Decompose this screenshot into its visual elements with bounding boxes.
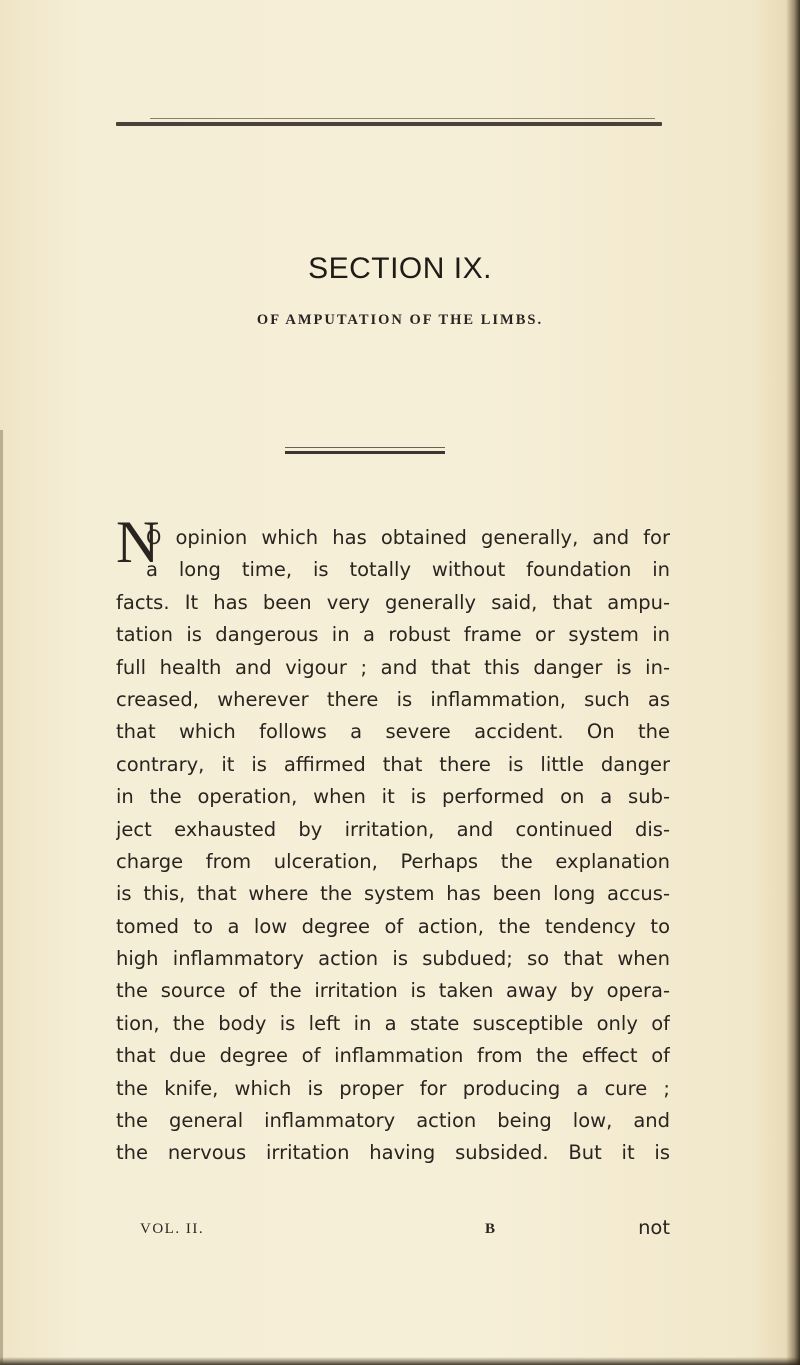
body-line: contrary, it is affirmed that there is little danger <box>116 752 670 776</box>
body-line: creased, wherever there is inflammation, such as <box>116 687 670 711</box>
body-line: the knife, which is proper for producing a cure ; <box>116 1076 670 1100</box>
page-bottom-shadow <box>0 1357 800 1365</box>
body-line: is this, that where the system has been long accus- <box>116 882 670 906</box>
body-line: that which follows a severe accident. On the <box>116 720 670 744</box>
body-line: that due degree of inflammation from the effect of <box>116 1044 670 1068</box>
top-rule-thin <box>150 118 655 119</box>
signature-mark: B <box>485 1221 496 1237</box>
body-line: the source of the irritation is taken away by opera- <box>116 979 670 1003</box>
body-line: charge from ulceration, Perhaps the explanation <box>116 849 670 873</box>
section-subheading: OF AMPUTATION OF THE LIMBS. <box>256 312 544 328</box>
page-edge-shadow <box>786 0 800 1365</box>
body-line: a long time, is totally without foundation in <box>146 558 670 582</box>
body-line: the general inflammatory action being low, and <box>116 1109 670 1133</box>
body-line: ject exhausted by irritation, and continued dis- <box>116 817 670 841</box>
divider-rule-thin <box>285 447 445 448</box>
body-line: O opinion which has obtained generally, and for <box>146 526 670 549</box>
catchword: not <box>638 1216 670 1239</box>
body-line: full health and vigour ; and that this danger is in- <box>116 655 670 679</box>
divider-rule <box>285 451 445 454</box>
body-line: tomed to a low degree of action, the tendency to <box>116 914 670 938</box>
page-footer <box>140 1218 670 1248</box>
body-line: tion, the body is left in a state susceptible only of <box>116 1011 670 1035</box>
drop-cap: N <box>116 509 160 575</box>
body-line: in the operation, when it is performed on a sub- <box>116 785 670 809</box>
body-line: facts. It has been very generally said, that ampu- <box>116 590 670 614</box>
top-rule <box>116 122 662 126</box>
volume-label: VOL. II. <box>140 1221 205 1237</box>
page-left-shadow <box>0 430 3 1365</box>
body-line: high inflammatory action is subdued; so that when <box>116 947 670 971</box>
body-line: tation is dangerous in a robust frame or system in <box>116 623 670 647</box>
body-paragraph <box>116 522 670 1170</box>
section-heading: SECTION IX. <box>308 252 492 285</box>
body-line: the nervous irritation having subsided. But it is <box>116 1141 670 1165</box>
